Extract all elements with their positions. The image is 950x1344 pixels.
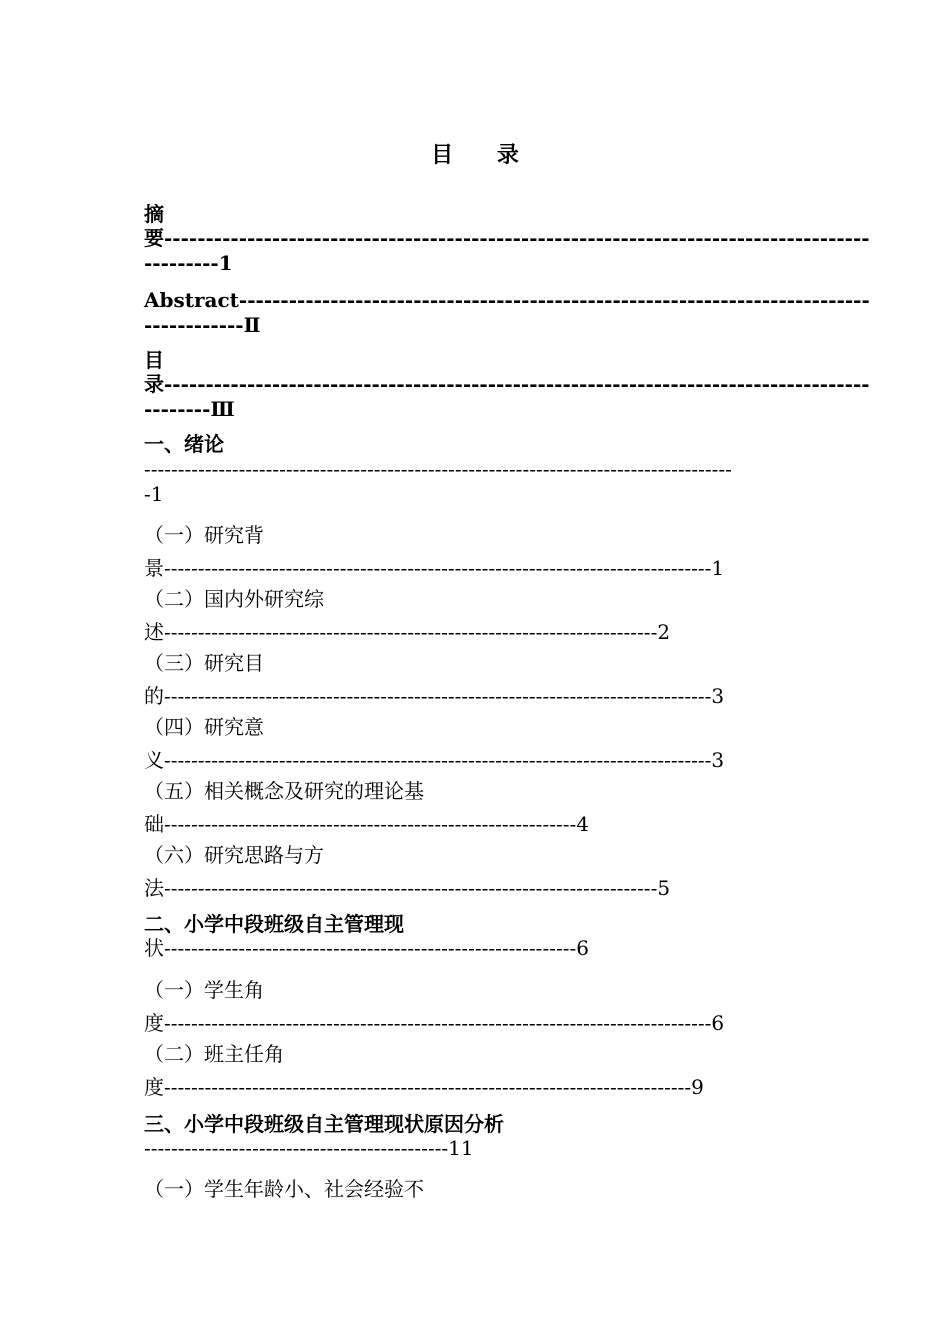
toc-entry-2-1-page: 度---------------------------------------------------------------------------------6: [144, 1011, 725, 1035]
toc-entry-1-3-page: 的---------------------------------------------------------------------------------3: [144, 684, 725, 708]
toc-entry-2-2-page: 度------------------------------------------------------------------------------9: [144, 1075, 704, 1099]
toc-entry-3-1: （一）学生年龄小、社会经验不: [144, 1177, 424, 1201]
toc-entry-chapter1: 一、绪论: [144, 432, 224, 456]
toc-title: 目 录: [431, 142, 537, 168]
toc-entry-chapter1-page: -1: [144, 482, 164, 506]
toc-entry-1-2-page: 述-------------------------------------------------------------------------2: [144, 620, 671, 644]
toc-entry-chapter3: 三、小学中段班级自主管理现状原因分析: [144, 1112, 504, 1136]
toc-entry-1-6: （六）研究思路与方: [144, 843, 324, 867]
toc-entry-abstract-en-page: ------------Ⅱ: [144, 313, 261, 337]
toc-entry-contents-page: --------Ⅲ: [144, 397, 235, 421]
toc-entry-abstract-cn-line2: 要-------------------------------------------------------------------------------------: [144, 226, 870, 250]
toc-entry-chapter2: 二、小学中段班级自主管理现: [144, 912, 404, 936]
toc-entry-1-5-page: 础-------------------------------------------------------------4: [144, 812, 589, 836]
toc-entry-chapter2-page: 状-------------------------------------------------------------6: [144, 936, 589, 960]
toc-entry-1-3: （三）研究目: [144, 651, 264, 675]
toc-entry-1-5: （五）相关概念及研究的理论基: [144, 779, 424, 803]
toc-entry-1-6-page: 法-------------------------------------------------------------------------5: [144, 876, 671, 900]
toc-entry-1-1: （一）研究背: [144, 523, 264, 547]
toc-entry-2-2: （二）班主任角: [144, 1042, 284, 1066]
toc-entry-abstract-cn-line1: 摘: [144, 202, 164, 226]
toc-entry-1-4-page: 义---------------------------------------------------------------------------------3: [144, 748, 725, 772]
toc-entry-1-2: （二）国内外研究综: [144, 587, 324, 611]
toc-entry-contents-line1: 目: [144, 348, 164, 372]
toc-entry-1-1-page: 景---------------------------------------------------------------------------------1: [144, 556, 725, 580]
toc-entry-abstract-cn-page: ---------1: [144, 251, 233, 275]
toc-entry-chapter1-leader: ---------------------------------------------------------------------------------------: [144, 457, 732, 481]
toc-entry-abstract-en: Abstract----------------------------------------------------------------------------: [144, 288, 870, 312]
toc-entry-1-4: （四）研究意: [144, 715, 264, 739]
toc-entry-2-1: （一）学生角: [144, 978, 264, 1002]
toc-entry-contents-line2: 录-------------------------------------------------------------------------------------: [144, 372, 870, 396]
toc-entry-chapter3-page: ---------------------------------------------11: [144, 1136, 474, 1160]
